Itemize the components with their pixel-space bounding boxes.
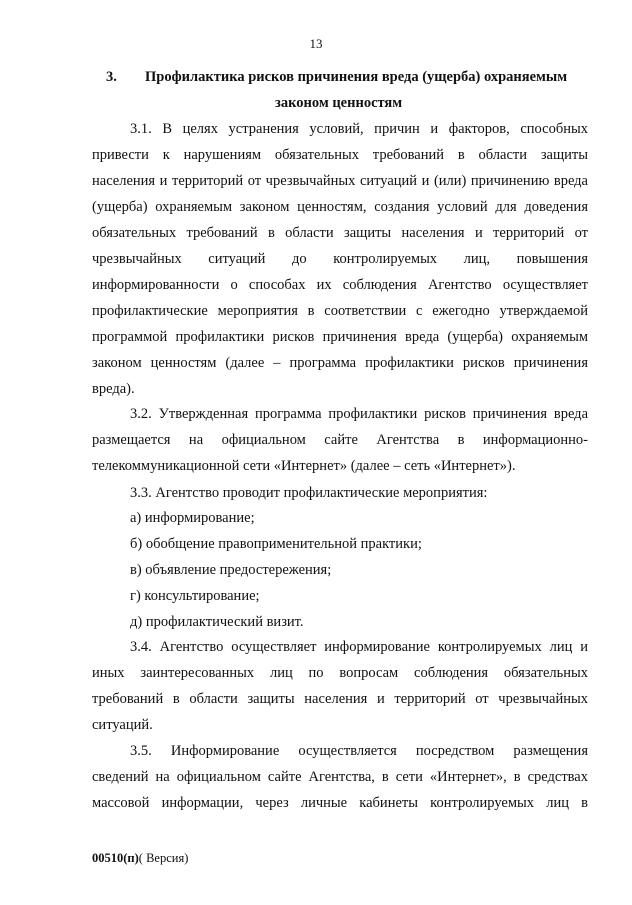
text-line: 3.2. Утвержденная программа профилактики рисков причинения вреда	[130, 406, 588, 422]
list-item: г) консультирование;	[130, 588, 260, 604]
text-line: законом ценностям (далее – программа профилактики рисков причинения	[92, 355, 588, 371]
text-line: вреда).	[92, 381, 135, 397]
text-line: программой профилактики рисков причинения вреда (ущерба) охраняемым	[92, 329, 588, 345]
text-line: 3.5. Информирование осуществляется посредством размещения	[130, 743, 588, 759]
list-item: д) профилактический визит.	[130, 614, 304, 630]
text-line: размещается на официальном сайте Агентства в информационно-	[92, 432, 588, 448]
text-line: 3.3. Агентство проводит профилактические мероприятия:	[130, 485, 488, 501]
list-item: в) объявление предостережения;	[130, 562, 332, 578]
text-line: массовой информации, через личные кабинеты контролируемых лиц в	[92, 795, 588, 811]
section-title-line-1: Профилактика рисков причинения вреда (ущерба) охраняемым	[145, 69, 568, 85]
text-line: требований в области защиты населения и территорий от чрезвычайных	[92, 691, 588, 707]
text-line: (ущерба) охраняемым законом ценностям, создания условий для доведения	[92, 199, 588, 215]
text-line: 3.1. В целях устранения условий, причин и факторов, способных	[130, 121, 588, 137]
text-line: привести к нарушениям обязательных требований в области защиты	[92, 147, 588, 163]
text-line: обязательных требований в области защиты населения и территорий от	[92, 225, 588, 241]
text-line: телекоммуникационной сети «Интернет» (далее – сеть «Интернет»).	[92, 458, 516, 474]
footer-code: 00510(п)	[92, 851, 139, 865]
text-line: информированности о способах их соблюдения Агентство осуществляет	[92, 277, 588, 293]
footer	[92, 851, 188, 866]
text-line: населения и территорий от чрезвычайных ситуаций и (или) причинению вреда	[92, 173, 588, 189]
text-line: профилактические мероприятия в соответствии с ежегодно утверждаемой	[92, 303, 588, 319]
text-line: чрезвычайных ситуаций до контролируемых лиц, повышения	[92, 251, 588, 267]
text-line: 3.4. Агентство осуществляет информирование контролируемых лиц и	[130, 639, 588, 655]
footer-version: ( Версия)	[138, 851, 189, 865]
list-item: б) обобщение правоприменительной практики;	[130, 536, 422, 552]
page-number: 13	[309, 36, 323, 51]
text-line: иных заинтересованных лиц по вопросам соблюдения обязательных	[92, 665, 588, 681]
list-item: а) информирование;	[130, 510, 255, 526]
text-line: сведений на официальном сайте Агентства, в сети «Интернет», в средствах	[92, 769, 588, 785]
section-title-line-2: законом ценностям	[275, 95, 403, 111]
section-number: 3.	[106, 69, 117, 85]
text-line: ситуаций.	[92, 717, 153, 733]
